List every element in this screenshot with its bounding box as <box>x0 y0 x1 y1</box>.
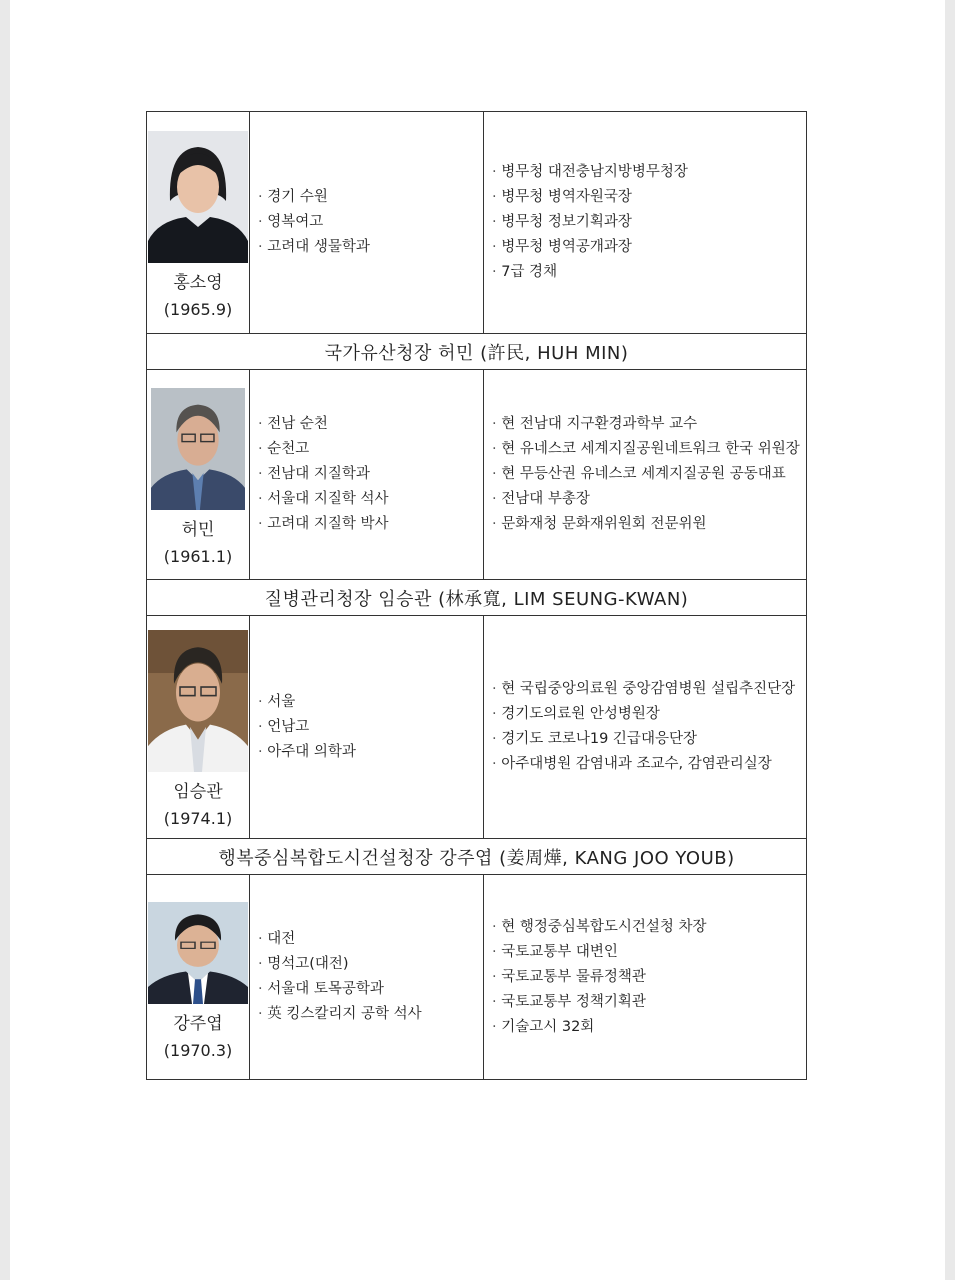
appointee-header: 행복중심복합도시건설청장 강주엽 (姜周燁, KANG JOO YOUB) <box>147 839 807 875</box>
appointee-row <box>147 616 807 839</box>
photo-cell <box>147 370 250 580</box>
appointee-header: 질병관리청장 임승관 (林承寬, LIM SEUNG-KWAN) <box>147 580 807 616</box>
education-item: · 언남고 <box>258 715 483 740</box>
education-item: · 서울대 토목공학과 <box>258 977 483 1002</box>
education-item: · 명석고(대전) <box>258 952 483 977</box>
career-item: · 현 전남대 지구환경과학부 교수 <box>492 412 806 437</box>
education-item: · 英 킹스칼리지 공학 석사 <box>258 1002 483 1027</box>
photo-cell <box>147 616 250 839</box>
appointee-header: 국가유산청장 허민 (許民, HUH MIN) <box>147 334 807 370</box>
person-name: 홍소영 <box>173 272 223 293</box>
person-birth: (1974.1) <box>163 809 233 828</box>
education-cell <box>250 875 484 1080</box>
career-item: · 병무청 병역공개과장 <box>492 235 806 260</box>
career-item: · 문화재청 문화재위원회 전문위원 <box>492 512 806 537</box>
education-item: · 대전 <box>258 927 483 952</box>
career-item: · 현 무등산권 유네스코 세계지질공원 공동대표 <box>492 462 806 487</box>
career-item: · 경기도 코로나19 긴급대응단장 <box>492 727 806 752</box>
portrait-photo-icon <box>148 131 248 263</box>
career-item: · 기술고시 32회 <box>492 1015 806 1040</box>
career-item: · 현 국립중앙의료원 중앙감염병원 설립추진단장 <box>492 677 806 702</box>
career-item: · 병무청 정보기획과장 <box>492 210 806 235</box>
appointee-header-row <box>147 839 807 875</box>
education-item: · 경기 수원 <box>258 185 483 210</box>
person-name: 허민 <box>181 519 215 540</box>
person-birth: (1965.9) <box>163 299 233 319</box>
career-item: · 국토교통부 정책기획관 <box>492 990 806 1015</box>
career-cell <box>484 370 807 580</box>
photo-cell <box>147 875 250 1080</box>
person-name: 강주엽 <box>173 1014 223 1034</box>
career-item: · 전남대 부총장 <box>492 487 806 512</box>
career-item: · 현 유네스코 세계지질공원네트워크 한국 위원장 <box>492 437 806 462</box>
portrait-photo-icon <box>148 902 248 1004</box>
career-item: · 7급 경채 <box>492 260 806 285</box>
portrait-photo-icon <box>151 388 245 510</box>
education-item: · 순천고 <box>258 437 483 462</box>
person-birth: (1970.3) <box>163 1041 233 1060</box>
career-item: · 경기도의료원 안성병원장 <box>492 702 806 727</box>
career-cell <box>484 112 807 334</box>
career-cell <box>484 875 807 1080</box>
education-item: · 고려대 지질학 박사 <box>258 512 483 537</box>
appointee-header-row <box>147 580 807 616</box>
education-item: · 전남 순천 <box>258 412 483 437</box>
career-item: · 국토교통부 물류정책관 <box>492 965 806 990</box>
career-item: · 병무청 병역자원국장 <box>492 185 806 210</box>
education-cell <box>250 370 484 580</box>
career-item: · 병무청 대전충남지방병무청장 <box>492 160 806 185</box>
education-item: · 아주대 의학과 <box>258 740 483 765</box>
education-item: · 영복여고 <box>258 210 483 235</box>
education-item: · 서울 <box>258 690 483 715</box>
appointee-row <box>147 112 807 334</box>
career-item: · 아주대병원 감염내과 조교수, 감염관리실장 <box>492 752 806 777</box>
appointee-table <box>146 111 807 1080</box>
appointee-row <box>147 370 807 580</box>
career-item: · 현 행정중심복합도시건설청 차장 <box>492 915 806 940</box>
education-item: · 고려대 생물학과 <box>258 235 483 260</box>
person-name: 임승관 <box>173 782 223 802</box>
appointee-header-row <box>147 334 807 370</box>
appointee-row <box>147 875 807 1080</box>
education-cell <box>250 112 484 334</box>
portrait-photo-icon <box>148 630 248 772</box>
career-cell <box>484 616 807 839</box>
education-item: · 서울대 지질학 석사 <box>258 487 483 512</box>
education-cell <box>250 616 484 839</box>
career-item: · 국토교통부 대변인 <box>492 940 806 965</box>
photo-cell <box>147 112 250 334</box>
document-page <box>10 0 945 1280</box>
person-birth: (1961.1) <box>163 546 233 566</box>
education-item: · 전남대 지질학과 <box>258 462 483 487</box>
